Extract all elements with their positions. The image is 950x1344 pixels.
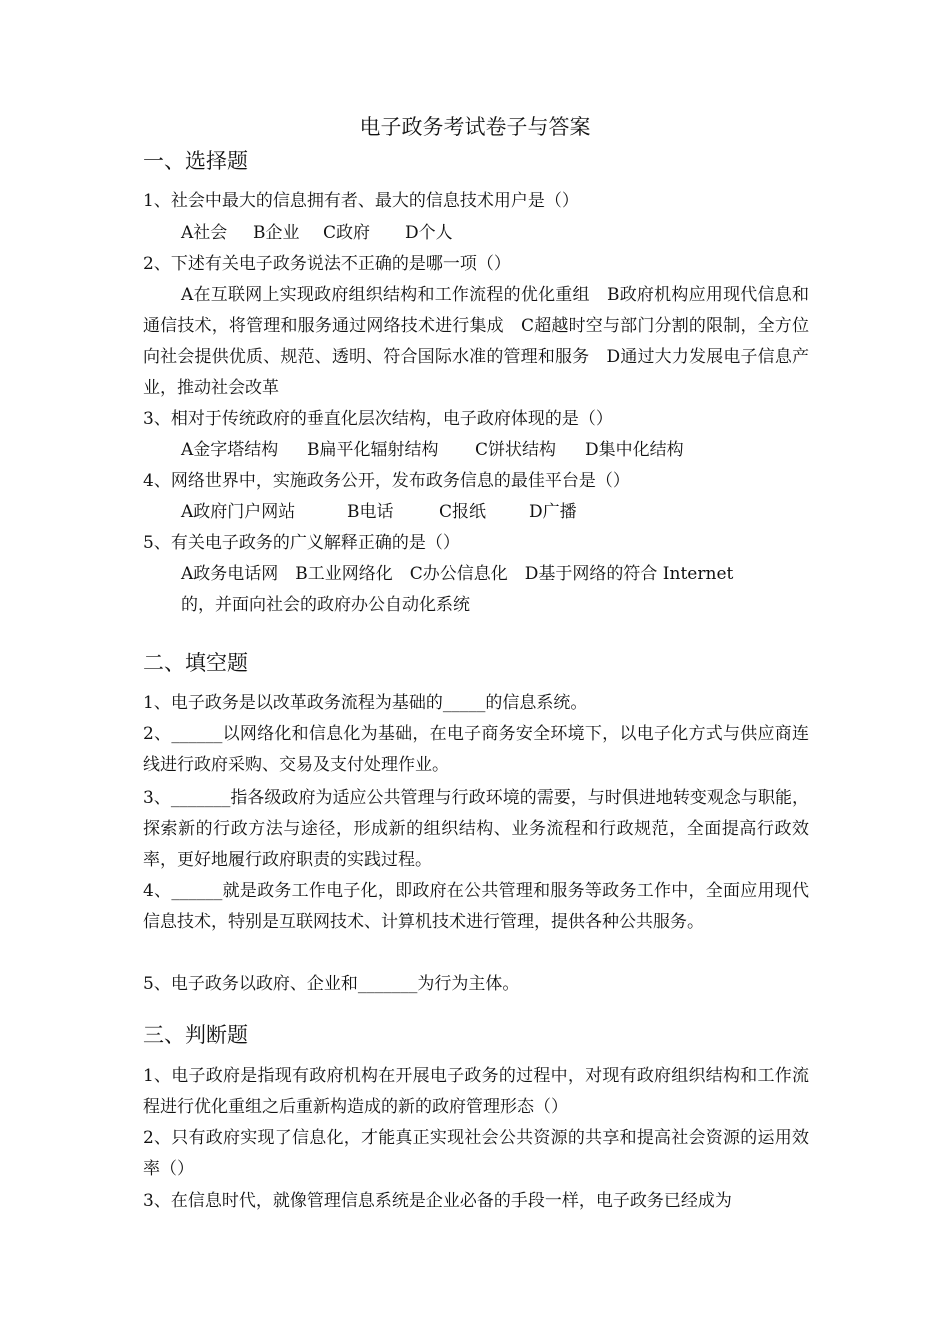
choice-question-3-options	[181, 435, 684, 465]
section-heading-fill-blank: 二、填空题	[143, 651, 248, 675]
fill-question-3: 3、_______指各级政府为适应公共管理与行政环境的需要，与时俱进地转变观念与职能，探索新的行政方法与途径，形成新的组织结构、业务流程和行政规范，全面提高行政效率，更好地履行政府职责的实践过程。	[143, 788, 809, 870]
option-b: B扁平化辐射结构	[307, 440, 439, 460]
judge-question-2: 2、只有政府实现了信息化，才能真正实现社会公共资源的共享和提高社会资源的运用效率（）	[143, 1128, 809, 1179]
judge-question-1: 1、电子政府是指现有政府机构在开展电子政务的过程中，对现有政府组织结构和工作流程进行优化重组之后重新构造成的新的政府管理形态（）	[143, 1066, 809, 1117]
choice-question-1: 1、社会中最大的信息拥有者、最大的信息技术用户是（）	[143, 191, 579, 211]
fill-question-4: 4、______就是政务工作电子化，即政府在公共管理和服务等政务工作中，全面应用现代信息技术，特别是互联网技术、计算机技术进行管理，提供各种公共服务。	[143, 881, 809, 932]
option-a: A金字塔结构	[181, 440, 279, 460]
fill-question-2: 2、______以网络化和信息化为基础，在电子商务安全环境下，以电子化方式与供应商连线进行政府采购、交易及支付处理作业。	[143, 724, 809, 775]
choice-question-4: 4、网络世界中，实施政务公开，发布政务信息的最佳平台是（）	[143, 471, 630, 491]
choice-question-1-options	[181, 218, 453, 248]
option-c: C报纸	[439, 502, 487, 522]
fill-question-5: 5、电子政务以政府、企业和_______为行为主体。	[143, 974, 520, 994]
section-heading-true-false: 三、判断题	[143, 1023, 248, 1047]
choice-question-5-options-line-1: A政务电话网 B工业网络化 C办公信息化 D基于网络的符合 Internet	[181, 564, 734, 584]
option-c: C饼状结构	[475, 440, 557, 460]
option-b: B电话	[347, 502, 394, 522]
option-d: D个人	[405, 223, 453, 243]
section-heading-choice: 一、选择题	[143, 149, 248, 173]
option-a: A社会	[181, 223, 228, 243]
option-a: A政府门户网站	[181, 502, 296, 522]
choice-question-5: 5、有关电子政务的广义解释正确的是（）	[143, 533, 460, 553]
choice-question-2: 2、下述有关电子政务说法不正确的是哪一项（）	[143, 254, 511, 274]
option-d: D广播	[529, 502, 577, 522]
option-d: D集中化结构	[585, 440, 684, 460]
option-b: B企业	[253, 223, 300, 243]
fill-question-1: 1、电子政务是以改革政务流程为基础的_____的信息系统。	[143, 693, 588, 713]
choice-question-2-options: A在互联网上实现政府组织结构和工作流程的优化重组 B政府机构应用现代信息和通信技术，将管理和服务通过网络技术进行集成 C超越时空与部门分割的限制，全方位向社会提供优质、规范、透明、符合国际水准的管理和服务 D通过大力发展电子信息产业，推动社会改革	[143, 285, 809, 398]
option-c: C政府	[323, 223, 371, 243]
choice-question-5-options-line-2: 的，并面向社会的政府办公自动化系统	[181, 595, 470, 615]
choice-question-3: 3、相对于传统政府的垂直化层次结构，电子政府体现的是（）	[143, 409, 613, 429]
page-title: 电子政务考试卷子与答案	[359, 115, 591, 139]
choice-question-4-options	[181, 497, 577, 527]
judge-question-3: 3、在信息时代，就像管理信息系统是企业必备的手段一样，电子政务已经成为	[143, 1191, 732, 1211]
